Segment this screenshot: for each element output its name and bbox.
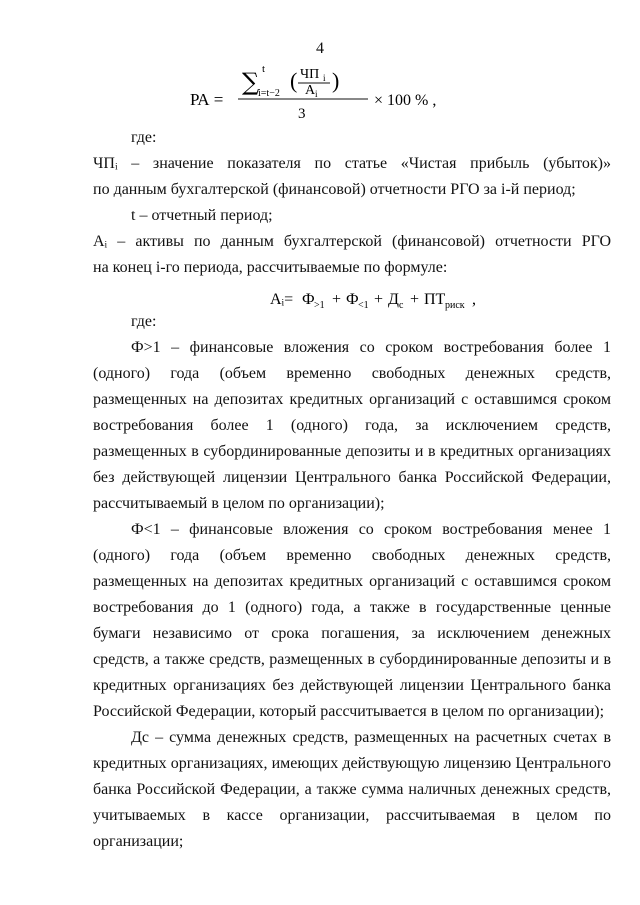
chp-definition-line2: по данным бухгалтерской (финансовой) отчетности РГО за i-й период; [93,181,576,198]
where-label-1: где: [131,129,157,146]
f-gt1-definition: Ф>1 – финансовые вложения со сроком востребования более 1 (одного) года (объем временно свободных денежных средств, размещенных на депозитах кредитных организаций с оставшимся сроком востребования более 1 (одного) года, за исключением средств, размещенных в субординированные депозиты и в кредитных организациях без действующей лицензии Центрального банка Российской Федерации, рассчитываемый в целом по организации); [93,339,611,512]
page-number: 4 [316,40,324,57]
chp-definition-line1: ЧПᵢ – значение показателя по статье «Чистая прибыль (убыток)» [93,155,611,172]
formula-ai-t1-sub: >1 [314,300,325,311]
formula-ai-lhs: Аᵢ= [270,291,294,308]
formula-ra-denominator: 3 [298,106,306,122]
formula-ra-lhs: РА = [190,90,224,109]
formula-ra-frac-num-sub: i [323,73,326,83]
formula-ra-frac-num: ЧП [300,67,320,82]
d-c-definition: Дс – сумма денежных средств, размещенных на расчетных счетах в кредитных организациях, имеющих действующую лицензию Центрального банка Российской Федерации, а также сумма наличных денежных средств, учитываемых в кассе организации, рассчитываемая в целом по организации; [93,729,611,850]
t-definition: t – отчетный период; [131,207,273,224]
ai-definition-line2: на конец i-го периода, рассчитываемые по формуле: [93,259,448,276]
ai-definition-line1: Аᵢ – активы по данным бухгалтерской (финансовой) отчетности РГО [93,233,611,250]
formula-ai-t2-sub: <1 [358,300,369,311]
formula-ra [0,60,640,130]
formula-ai-plus-3: + [410,291,420,308]
formula-ra-tail: × 100 % , [374,92,437,109]
formula-ai-t3-sub: с [399,300,404,311]
formula-ra-sum-lower: i=t−2 [258,88,280,99]
formula-ai-t2: Ф [346,291,359,308]
sum-sign: ∑ [242,68,260,96]
formula-ra-frac-den-sub: i [315,89,318,99]
formula-ra-sum-upper: t [262,63,266,75]
svg-text:): ) [332,68,340,93]
formula-ai-plus-2: + [374,291,384,308]
formula-ai-plus-1: + [332,291,342,308]
formula-ai-t4-sub: риск [445,300,465,311]
f-lt1-definition: Ф<1 – финансовые вложения со сроком востребования менее 1 (одного) года (объем временно свободных денежных средств, размещенных на депозитах кредитных организаций с оставшимся сроком востребования до 1 (одного) года, а также в государственные ценные бумаги независимо от срока погашения, за исключением денежных средств, а также средств, размещенных в субординированные депозиты и в кредитных организациях без действующей лицензии Центрального банка Российской Федерации, который рассчитывается в целом по организации); [93,521,611,720]
formula-ai-t1: Ф [302,291,315,308]
formula-ai-t4: ПТ [424,291,446,308]
formula-ai-tail: , [472,291,476,308]
where-label-2: где: [131,313,157,330]
formula-ra-frac-den: A [305,83,316,98]
formula-ai-t3: Д [388,291,399,308]
formula-ai [0,286,640,312]
svg-text:(: ( [290,68,298,93]
